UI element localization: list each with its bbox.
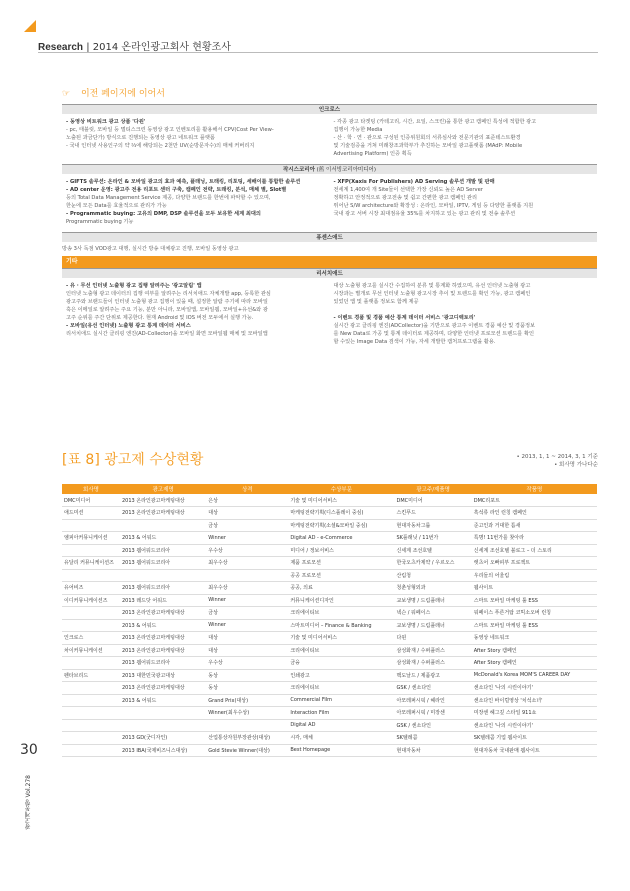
table-cell: 유달리 커뮤니케이션즈 <box>62 557 120 570</box>
table-cell: McDonald's Korea MOM'S CAREER DAY <box>472 669 597 682</box>
table-cell: 스마트미디어 – Finance & Banking <box>288 619 394 632</box>
table-cell: 2013 온라인광고마케팅대상 <box>120 607 206 620</box>
table-cell: SK플래닛 / 11번가 <box>394 532 471 545</box>
table-row <box>62 582 597 595</box>
table-cell <box>120 569 206 582</box>
table-cell: 차이커뮤니케이션 <box>62 644 120 657</box>
table-cell: 크리에이티브 <box>288 682 394 695</box>
table-cell: 펜타브리드 <box>62 669 120 682</box>
table-cell: 공공 프로모션 <box>288 569 394 582</box>
table-cell: 은상 <box>206 494 288 507</box>
table-cell: 마케팅전략기획(소셜&모바일 중심) <box>288 519 394 532</box>
table-cell: 렛츠어 오빠피부 프로젝트 <box>472 557 597 570</box>
section-line: 한눈에 모든 Data를 효율적으로 관리가 가능 <box>66 203 167 209</box>
table-cell: 우수상 <box>206 544 288 557</box>
table-cell <box>62 744 120 757</box>
table-cell: 2013 IBA(국제비즈니스대상) <box>120 744 206 757</box>
table-row <box>62 507 597 520</box>
section-company-subname: (舊 이서빙코리아미디어) <box>314 167 376 173</box>
section-line: - 모바일(유선 인터넷) 노출형 광고 통계 데이터 서비스 <box>66 323 191 329</box>
table-header-row <box>62 484 597 494</box>
table-cell <box>62 682 120 695</box>
header-title: 2014 온라인광고회사 현황조사 <box>92 42 231 53</box>
section-line: Programmatic buying 기능 <box>66 219 134 225</box>
table-cell: 시각, 매체 <box>288 732 394 745</box>
table-cell <box>120 719 206 732</box>
table-cell: 아모레퍼시픽 / 미장센 <box>394 707 471 720</box>
table-row <box>62 744 597 757</box>
table-cell: 한국오츠카제약 / 우르오스 <box>394 557 471 570</box>
section-heading: 리서치애드 <box>62 268 597 278</box>
table-cell: 산업통상자원부장관상(대상) <box>206 732 288 745</box>
page-number: 30 <box>20 742 38 758</box>
table-cell: 동상 <box>206 682 288 695</box>
section-right-column <box>330 282 598 346</box>
table-cell: 스마트 모바일 마케팅 툴 ESS <box>472 619 597 632</box>
table-cell: 2013 온라인광고마케팅대상 <box>120 644 206 657</box>
table-cell: Winner <box>206 619 288 632</box>
table-cell <box>62 544 120 557</box>
table-cell: 흑석류 라인 런칭 캠페인 <box>472 507 597 520</box>
awards-table <box>62 484 597 757</box>
section-line: 노출된 과금단가) 방식으로 진행되는 동영상 광고 네트워크 플랫폼 <box>66 135 215 141</box>
section-line: 실시간 광고 클리핑 엔진(ADCollector)을 기반으로 광고주 이벤트 경품 예산 및 경품정보 <box>333 323 535 329</box>
section-line: 할 수있는 Image Data 검색이 가능, 자세 개발한 캡처프로그램을 활용. <box>333 339 496 345</box>
section-line: - Programmatic buying: 고유의 DMP, DSP 솔루션을 모두 보유한 세계 최대의 <box>66 211 261 217</box>
table-cell: DMC리포트 <box>472 494 597 507</box>
table8-title: [표 8] 광고제 수상현황 <box>62 452 204 468</box>
table-cell <box>62 657 120 670</box>
table-row <box>62 569 597 582</box>
table8-notes <box>470 453 598 469</box>
section-line: - 동영상 비트워크 광고 상품 '다윈' <box>66 119 146 125</box>
section-right-column <box>330 118 598 158</box>
table-header-cell: 작품명 <box>472 484 597 494</box>
table-cell: 삼성화재 / 수퍼플러스 <box>394 644 471 657</box>
table-cell <box>62 732 120 745</box>
table-cell: DMC미디어 <box>62 494 120 507</box>
section-line: 대상 노출형 광고를 실시간 수집하여 분류 및 통계화 하였으며, 유선 인터넷 노출형 광고 <box>333 283 531 289</box>
table-cell <box>206 719 288 732</box>
table-cell: Commercial Film <box>288 694 394 707</box>
table-cell <box>120 707 206 720</box>
section-line: 정확하고 안정적으로 광고전송 및 쉽고 간편한 광고 캠페인 관리 <box>333 195 477 201</box>
table-cell: 공공, 의료 <box>288 582 394 595</box>
section-line: 시장과는 별개로 무선 인터넷 노출형 광고시장 추이 및 트렌드를 확인 가능, 광고 캠페인 <box>333 291 531 297</box>
journal-name: 광고계동향 Vol.278 <box>25 775 32 830</box>
table-cell: 신세계 조선호텔 블로그 – 더 스토리 <box>472 544 597 557</box>
table-cell: SK텔레콤 기업 웹사이트 <box>472 732 597 745</box>
table8-note-order: • 회사명 가나다순 <box>554 462 598 468</box>
table-cell: 동영상 네트워크 <box>472 632 597 645</box>
table-row <box>62 519 597 532</box>
table-cell: Digital AD <box>288 719 394 732</box>
table-cell: 2013 온라인광고마케팅대상 <box>120 507 206 520</box>
table-cell: Winner(최우수상) <box>206 707 288 720</box>
section-line: - AD center 운영: 광고주 전용 리포트 센터 구축, 캠페인 전략, 트래킹, 분석, 매체 별, Slot별 <box>66 187 287 193</box>
other-bar-label: 기타 <box>62 256 597 268</box>
table-cell: GSK / 센소다인 <box>394 719 471 732</box>
table-cell: 미디어 / 정보서비스 <box>288 544 394 557</box>
section-company-name: 퓨센스애드 <box>316 235 343 241</box>
table-cell: 크리에이티브 <box>288 644 394 657</box>
table-cell: 이디커뮤니케이션즈 <box>62 594 120 607</box>
table-row <box>62 619 597 632</box>
table-cell: 현대자동차그룹 <box>394 519 471 532</box>
table-cell: 유어비즈 <box>62 582 120 595</box>
table-cell: Gold Stevie Winner(대상) <box>206 744 288 757</box>
table-cell: Digital AD - e-Commerce <box>288 532 394 545</box>
table-cell: 2013 레드닷 어워드 <box>120 594 206 607</box>
section-line: - 각종 광고 타겟팅 (카테고리, 시간, 요일, 스크린)을 통한 광고 캠페인 특성에 적합한 광고 <box>333 119 537 125</box>
table-cell: 스킨푸드 <box>394 507 471 520</box>
table-cell: 금상 <box>206 519 288 532</box>
section-heading <box>62 232 597 242</box>
table-cell <box>62 707 120 720</box>
table-cell <box>62 607 120 620</box>
table-cell: 산림청 <box>394 569 471 582</box>
table-cell <box>62 694 120 707</box>
table-cell: 교보생명 / 드림플래너 <box>394 594 471 607</box>
section-line: 혹은 이메일로 알려주는 주요 기능, 분만 아니라, 모바일앱, 모바일웹, 모바일+유선&와 광 <box>66 307 268 313</box>
section-line: 집행이 가능한 Media <box>333 127 383 133</box>
table-row <box>62 494 597 507</box>
table-cell: 청춘성형외과 <box>394 582 471 595</box>
table-cell: 넥슨 / 워페이스 <box>394 607 471 620</box>
table-cell: After Story 캠페인 <box>472 644 597 657</box>
table-cell: 2013 웹어워드코리아 <box>120 557 206 570</box>
table-cell: 엠피아커뮤니케이션 <box>62 532 120 545</box>
section-line: - pc, 태블릿, 모바일 등 멀티스크린 동영상 광고 인벤토리를 활용해서 CPV(Cost Per View- <box>66 127 274 133</box>
section-line: 전세계 1,400여 개 Site들이 선택한 가장 신뢰도 높은 AD Server <box>333 187 483 193</box>
section-line: - GIFTS 솔루션: 온라인 & 모바일 광고의 효과 예측, 플래닝, 트래킹, 리포팅, 세배이를 통합한 솔루션 <box>66 179 301 185</box>
table-cell <box>62 519 120 532</box>
table-cell: Best Homepage <box>288 744 394 757</box>
continued-title <box>62 86 165 99</box>
table-cell: 맥도날드 / 제품광고 <box>394 669 471 682</box>
table-header-cell: 광고제명 <box>120 484 206 494</box>
table-cell: After Story 캠페인 <box>472 657 597 670</box>
table-cell <box>62 619 120 632</box>
section-company-name: 작시스코리아 <box>283 167 315 173</box>
section-heading <box>62 164 597 174</box>
section-line: 국내 광고 서버 시장 최대점유율 35%를 차지하고 있는 광고 관리 및 전송 솔루션 <box>333 211 516 217</box>
table-cell: 대상 <box>206 507 288 520</box>
header-section: Research <box>38 42 84 53</box>
table-cell: Winner <box>206 594 288 607</box>
section-line: - 이벤트 경품 및 경품 예산 통계 데이터 서비스 '광고디렉토리' <box>333 315 476 321</box>
table-cell: 2013 대한민국광고대상 <box>120 669 206 682</box>
section-line: 있었던 앱 및 플랫폼 정보도 함께 제공 <box>333 299 419 305</box>
table-cell: 2013 웹어워드코리아 <box>120 544 206 557</box>
table-row <box>62 682 597 695</box>
table-cell: 크리에이티브 <box>288 607 394 620</box>
table-cell: 신세계 조선호텔 <box>394 544 471 557</box>
table-cell: 기술 및 미디어서비스 <box>288 632 394 645</box>
section-left-column <box>62 178 330 226</box>
section-line: 뛰어난 S/W architecture와 확장성 : 온라인, 모바일, IPTV, 게임 등 다양한 플랫폼 지원 <box>333 203 534 209</box>
table-row <box>62 732 597 745</box>
table-row <box>62 607 597 620</box>
table-cell: 미장센 헤그깊 스타일 911쇼 <box>472 707 597 720</box>
table-cell: 2013 & 어워드 <box>120 532 206 545</box>
table-cell: 교보생명 / 드림플래너 <box>394 619 471 632</box>
table-cell <box>62 569 120 582</box>
table-cell: 스마트 모바일 마케팅 툴 ESS <box>472 594 597 607</box>
header-separator: | <box>86 42 90 53</box>
table-header-cell: 광고주/제품명 <box>394 484 471 494</box>
table-header-cell: 상격 <box>206 484 288 494</box>
table-cell: Grand Prix(대상) <box>206 694 288 707</box>
table-header-cell: 수상부문 <box>288 484 394 494</box>
section-heading <box>62 104 597 114</box>
table-cell: 인크로스 <box>62 632 120 645</box>
section-line: 및 기술검증을 거쳐 미래창조과학부가 추진하는 모바일 광고플랫폼 (MAdP: Mobile <box>333 143 523 149</box>
section-left-column <box>62 118 330 158</box>
corner-triangle-decoration <box>24 20 36 32</box>
table-row <box>62 719 597 732</box>
section-body <box>62 114 597 164</box>
table-cell: Winner <box>206 532 288 545</box>
table-row <box>62 594 597 607</box>
table-cell: 센소다인 '나의 시린이야기' <box>472 682 597 695</box>
header-divider <box>38 52 598 53</box>
company-sections <box>62 104 597 352</box>
table-cell: 금상 <box>206 607 288 620</box>
table-row <box>62 707 597 720</box>
table-cell: 대상 <box>206 644 288 657</box>
table-cell: Interaction Film <box>288 707 394 720</box>
table-cell: 2013 온라인광고마케팅대상 <box>120 494 206 507</box>
continued-label: 이전 페이지에 이어서 <box>80 89 165 99</box>
section-line: 리서치애드 실시간 클리핑 엔진(AD-Collector)을 모바일 화면 모바일웹 매체 및 모바일앱 <box>66 331 268 337</box>
table-cell: SK텔레콤 <box>394 732 471 745</box>
section-body <box>62 278 597 352</box>
table-header-cell: 회사명 <box>62 484 120 494</box>
table-cell: 현대자동차 <box>394 744 471 757</box>
table-cell: 마케팅전략기획(디스플레이 중심) <box>288 507 394 520</box>
table-cell: DMC미디어 <box>394 494 471 507</box>
table-cell: 제품 프로모션 <box>288 557 394 570</box>
table-cell: 2013 웹어워드코리아 <box>120 657 206 670</box>
section-line: 고주 순위를 주간 단위로 제공한다. 현재 Android 및 IOS 버전 모두에서 실행 가능. <box>66 315 254 321</box>
section-line: 인터넷 노출형 광고 데이터의 집행 여부를 알려주는 리서치애드 자체개발 app, 등록한 관심 <box>66 291 271 297</box>
table-cell: 현대자동차 국내판매 웹사이트 <box>472 744 597 757</box>
table-cell: 센소다인 바이럴영상 '치석소녀' <box>472 694 597 707</box>
table-cell: 애드미션 <box>62 507 120 520</box>
table-cell <box>120 519 206 532</box>
table-row <box>62 532 597 545</box>
table-row <box>62 694 597 707</box>
table-cell: 커뮤니케이션디자인 <box>288 594 394 607</box>
section-line: Advertising Platform) 인증 획득 <box>333 151 412 157</box>
section-left-column <box>62 282 330 346</box>
page-header <box>38 38 231 53</box>
table-cell: 2013 온라인광고마케팅대상 <box>120 682 206 695</box>
table-cell: 2013 웹어워드코리아 <box>120 582 206 595</box>
table-row <box>62 632 597 645</box>
table-row <box>62 644 597 657</box>
table-cell: 다윈 <box>394 632 471 645</box>
table-cell: 최우수상 <box>206 582 288 595</box>
table-cell: 최우수상 <box>206 557 288 570</box>
table-cell: 2013 온라인광고마케팅대상 <box>120 632 206 645</box>
pointing-hand-icon: ☞ <box>62 89 71 99</box>
table-cell: 웹사이트 <box>472 582 597 595</box>
table-cell <box>206 569 288 582</box>
section-line: 광고주와 브랜드들이 인터넷 노출형 광고 집행이 있을 때, 설정한 알람 주기에 따라 모바일 <box>66 299 268 305</box>
table-cell: 우리들의 어울림 <box>472 569 597 582</box>
section-line: - 유 · 무선 인터넷 노출형 광고 집행 알려주는 '광고알림' 앱 <box>66 283 202 289</box>
section-body <box>62 174 597 232</box>
table-cell: 인쇄광고 <box>288 669 394 682</box>
table-row <box>62 557 597 570</box>
table-cell: 준고인과 거대한 틈새 <box>472 519 597 532</box>
section-line: 를 New Data로 가공 및 통계 데이터로 제공하며, 다양한 인터넷 프로모션 트렌드를 확인 <box>333 331 534 337</box>
table-cell: GSK / 센소다인 <box>394 682 471 695</box>
section-line: - 국내 인터넷 사용인구의 약 ⅔에 해당되는 2천만 UV(순방문자수)의 매체 커버리지 <box>66 143 255 149</box>
table-cell: 2013 GD(굿디자인) <box>120 732 206 745</box>
table-row <box>62 657 597 670</box>
table-cell: 아모레퍼시픽 / 헤라인 <box>394 694 471 707</box>
table-row <box>62 544 597 557</box>
section-line: 방송 3사 독점 VOD광고 대행, 실시간 방송 대체광고 진행, 모바일 동영상 광고 <box>62 246 239 252</box>
section-line <box>334 306 594 314</box>
table-cell: 2013 & 어워드 <box>120 694 206 707</box>
table8-note-date: • 2013, 1, 1 ~ 2014, 3, 1 기준 <box>516 454 598 460</box>
table-cell: 센소다인 '나의 시린이야기' <box>472 719 597 732</box>
table-row <box>62 669 597 682</box>
section-line: - 산 · 학 · 연 · 관으로 구성된 인증위원회의 서류심사와 전문기관의 표준테스트환경 <box>333 135 521 141</box>
table-cell: 특명! 11번가를 찾아라 <box>472 532 597 545</box>
table-cell: 2013 & 어워드 <box>120 619 206 632</box>
table-cell: 동상 <box>206 669 288 682</box>
section-right-column <box>330 178 598 226</box>
section-line: - XFP(Xaxis For Publishers) AD Serving 솔루션 개발 및 판매 <box>333 179 495 185</box>
table-cell: 금융 <box>288 657 394 670</box>
table-cell: 우수상 <box>206 657 288 670</box>
section-line: 등의 Total Data Management Service 제공, 다양한 브랜드를 한번에 파악할 수 있으며, <box>66 195 271 201</box>
table-cell: 삼성화재 / 수퍼플러스 <box>394 657 471 670</box>
table-cell: 대상 <box>206 632 288 645</box>
table-cell: 워페이스 푸른거탑 코믹소오버 런칭 <box>472 607 597 620</box>
section-company-name: 인크로스 <box>318 107 341 113</box>
table-cell: 기술 및 미디어서비스 <box>288 494 394 507</box>
table-cell <box>62 719 120 732</box>
